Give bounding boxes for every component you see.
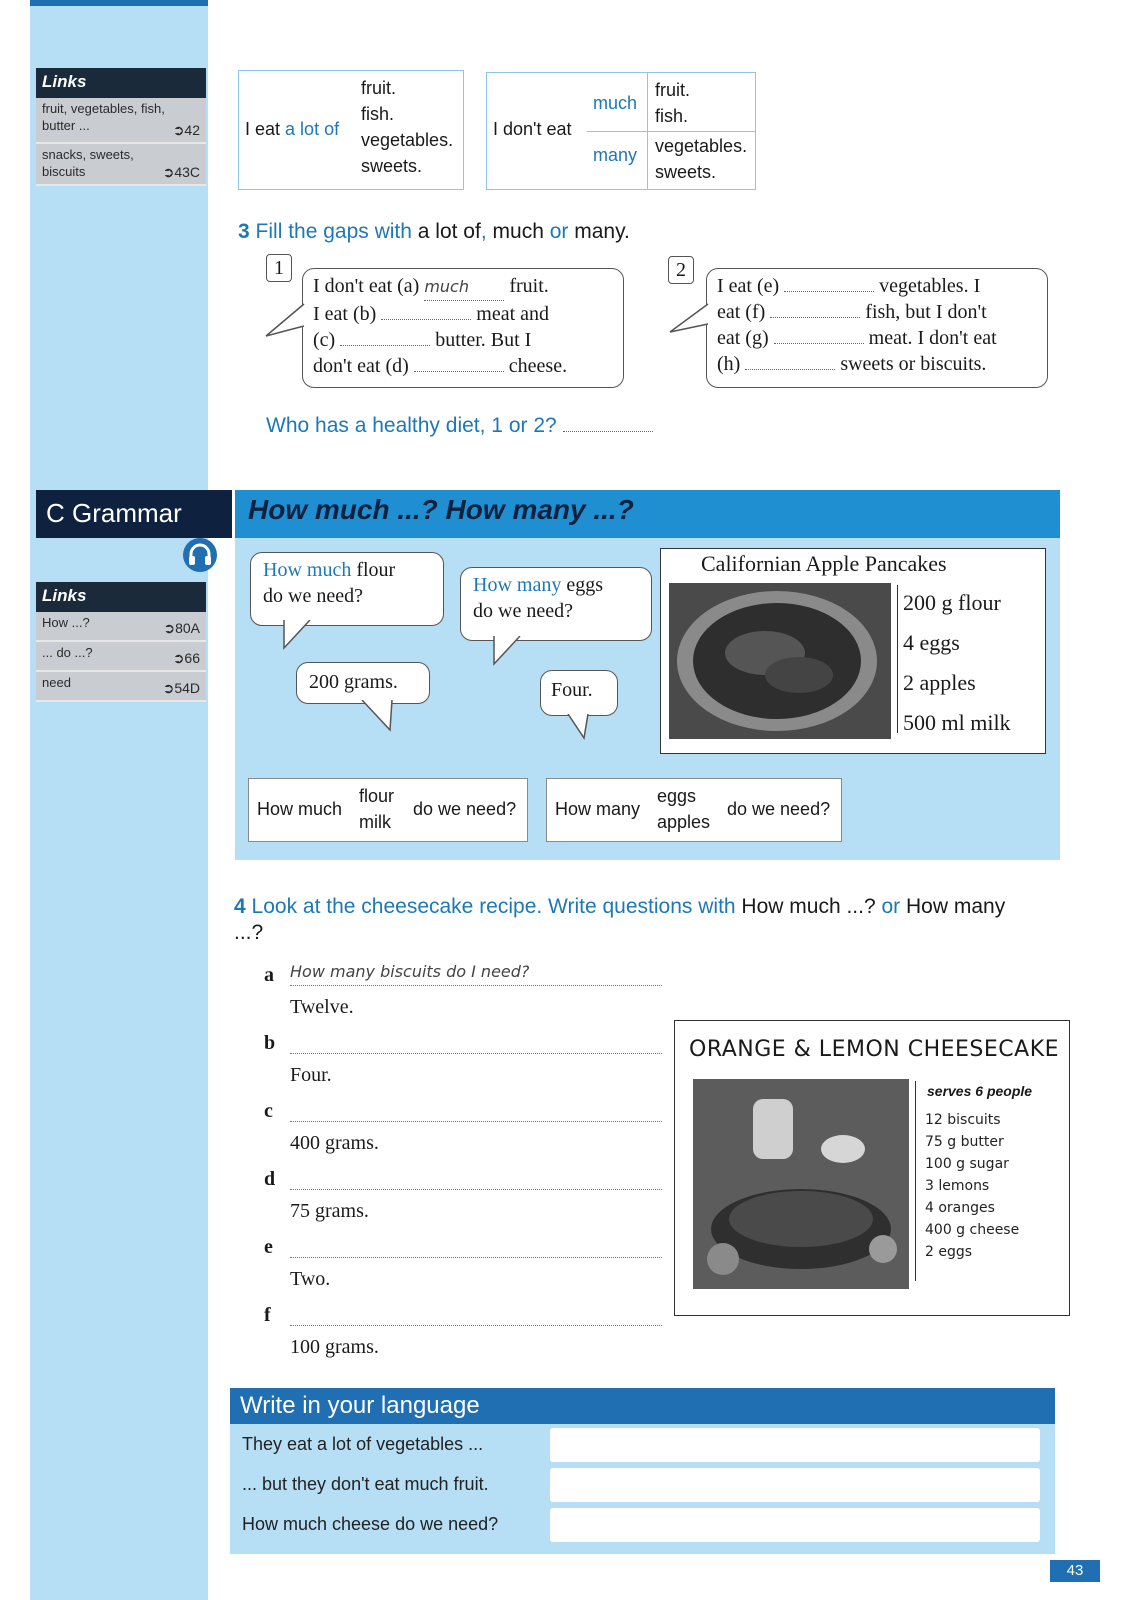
answer-field[interactable]: [774, 343, 864, 344]
question-bubble-much: How much flour do we need?: [250, 552, 444, 626]
cheesecake-recipe-card: [674, 1020, 1070, 1316]
ex3-instruction: 3 Fill the gaps with a lot of, much or many.: [238, 220, 630, 243]
much-food-list: fruit. fish.: [655, 80, 691, 126]
ex4-instruction: 4 Look at the cheesecake recipe. Write questions with How much ...? or How many ...?: [234, 895, 1006, 944]
links-title: Links: [36, 68, 206, 98]
answer-bubble-grams: 200 grams.: [296, 662, 430, 704]
link-ref: ➲80A: [163, 620, 200, 636]
divider: [897, 585, 898, 733]
pancake-recipe-card: [660, 548, 1046, 754]
links-box-top: [36, 68, 206, 186]
link-item[interactable]: [36, 642, 206, 672]
serves-label: serves 6 people: [927, 1083, 1033, 1099]
answer-line[interactable]: [290, 1052, 662, 1054]
recipe-ingredients: 200 g flour 4 eggs 2 apples 500 ml milk: [903, 590, 1011, 735]
link-label: fruit, vegetables, fish, butter ...: [42, 101, 165, 133]
bubble-tail: [280, 620, 320, 652]
link-label: snacks, sweets, biscuits: [42, 147, 134, 179]
answer-line[interactable]: [290, 1324, 662, 1326]
phrase-i-dont-eat: I don't eat: [493, 119, 572, 139]
many-word: many: [593, 145, 638, 165]
link-item[interactable]: [36, 672, 206, 702]
translation-field[interactable]: [550, 1428, 1040, 1462]
answer-field[interactable]: [784, 291, 874, 292]
list-item: f 100 grams.: [262, 1298, 662, 1366]
many-food-list: vegetables. sweets.: [655, 136, 748, 182]
sidebar-strip: [30, 0, 208, 1600]
link-label: ... do ...?: [42, 645, 93, 660]
much-word: much: [593, 93, 638, 113]
page-number: 43: [1050, 1560, 1100, 1582]
link-item[interactable]: [36, 98, 206, 144]
bubble-number: 1: [266, 254, 292, 282]
answer-field[interactable]: [414, 371, 504, 372]
written-question: How many biscuits do I need?: [290, 962, 530, 981]
grammar-title: How much ...? How many ...?: [248, 494, 634, 525]
list-item: e Two.: [262, 1230, 662, 1298]
list-item: a How many biscuits do I need? Twelve.: [262, 958, 662, 1026]
table-a-lot-of: [238, 70, 464, 190]
bubble-tail: [490, 636, 530, 668]
table-how-much: How much flour milk do we need?: [248, 778, 528, 842]
list-item: d 75 grams.: [262, 1162, 662, 1230]
speech-bubble-1: I don't eat (a) much fruit. I eat (b) meat and (c) butter. But I don't eat (d) cheese.: [302, 268, 624, 388]
link-ref: ➲42: [172, 122, 200, 138]
cheesecake-photo: [693, 1079, 909, 1289]
table-much-many: [486, 72, 756, 190]
answer-field[interactable]: [340, 345, 430, 346]
headphones-icon[interactable]: [183, 538, 217, 572]
phrase-i-eat: I eat a lot of: [245, 119, 340, 139]
answer-field[interactable]: much: [424, 274, 504, 301]
table-how-many: How many eggs apples do we need?: [546, 778, 842, 842]
recipe-title: Californian Apple Pancakes: [701, 551, 947, 576]
link-item[interactable]: [36, 612, 206, 642]
list-item: c 400 grams.: [262, 1094, 662, 1162]
link-ref: ➲66: [172, 650, 200, 666]
recipe-ingredients: 12 biscuits 75 g butter 100 g sugar 3 lemons 4 oranges 400 g cheese 2 eggs: [925, 1112, 1020, 1260]
pancake-photo: [669, 583, 891, 739]
recipe-title: ORANGE & LEMON CHEESECAKE: [689, 1037, 1060, 1062]
answer-line[interactable]: [290, 1256, 662, 1258]
food-list: fruit. fish. vegetables. sweets.: [361, 78, 454, 176]
bubble-tail: [262, 300, 306, 340]
links-title: Links: [36, 582, 206, 612]
answer-bubble-four: Four.: [540, 670, 618, 716]
answer-line[interactable]: [290, 984, 662, 986]
divider: [647, 73, 648, 189]
answer-field[interactable]: [381, 319, 471, 320]
wiyl-prompt: They eat a lot of vegetables ...: [242, 1434, 484, 1454]
wiyl-prompt: ... but they don't eat much fruit.: [242, 1474, 489, 1494]
sidebar-top-line: [30, 0, 208, 6]
wiyl-panel: [230, 1424, 1055, 1554]
link-ref: ➲54D: [162, 680, 200, 696]
link-label: need: [42, 675, 71, 690]
wiyl-header: Write in your language: [230, 1388, 1055, 1424]
question-bubble-many: How many eggs do we need?: [460, 567, 652, 641]
speech-bubble-2: I eat (e) vegetables. I eat (f) fish, but I don't eat (g) meat. I don't eat (h) sweets or biscuits.: [706, 268, 1048, 388]
bubble-tail: [566, 714, 596, 742]
wiyl-prompt: How much cheese do we need?: [242, 1514, 499, 1534]
links-box-grammar: [36, 582, 206, 702]
bubble-number: 2: [668, 256, 694, 284]
ex3-question: Who has a healthy diet, 1 or 2?: [266, 414, 653, 438]
translation-field[interactable]: [550, 1508, 1040, 1542]
link-item[interactable]: [36, 144, 206, 186]
translation-field[interactable]: [550, 1468, 1040, 1502]
answer-field[interactable]: [563, 431, 653, 432]
bubble-tail: [360, 700, 400, 736]
answer-field[interactable]: [770, 317, 860, 318]
divider: [915, 1081, 916, 1281]
answer-line[interactable]: [290, 1188, 662, 1190]
link-label: How ...?: [42, 615, 90, 630]
answer-line[interactable]: [290, 1120, 662, 1122]
answer-field[interactable]: [745, 369, 835, 370]
section-label: C Grammar: [36, 490, 232, 538]
bubble-tail: [666, 300, 710, 340]
link-ref: ➲43C: [162, 164, 200, 180]
divider: [587, 131, 755, 132]
list-item: b Four.: [262, 1026, 662, 1094]
ex4-list: [262, 958, 662, 1366]
